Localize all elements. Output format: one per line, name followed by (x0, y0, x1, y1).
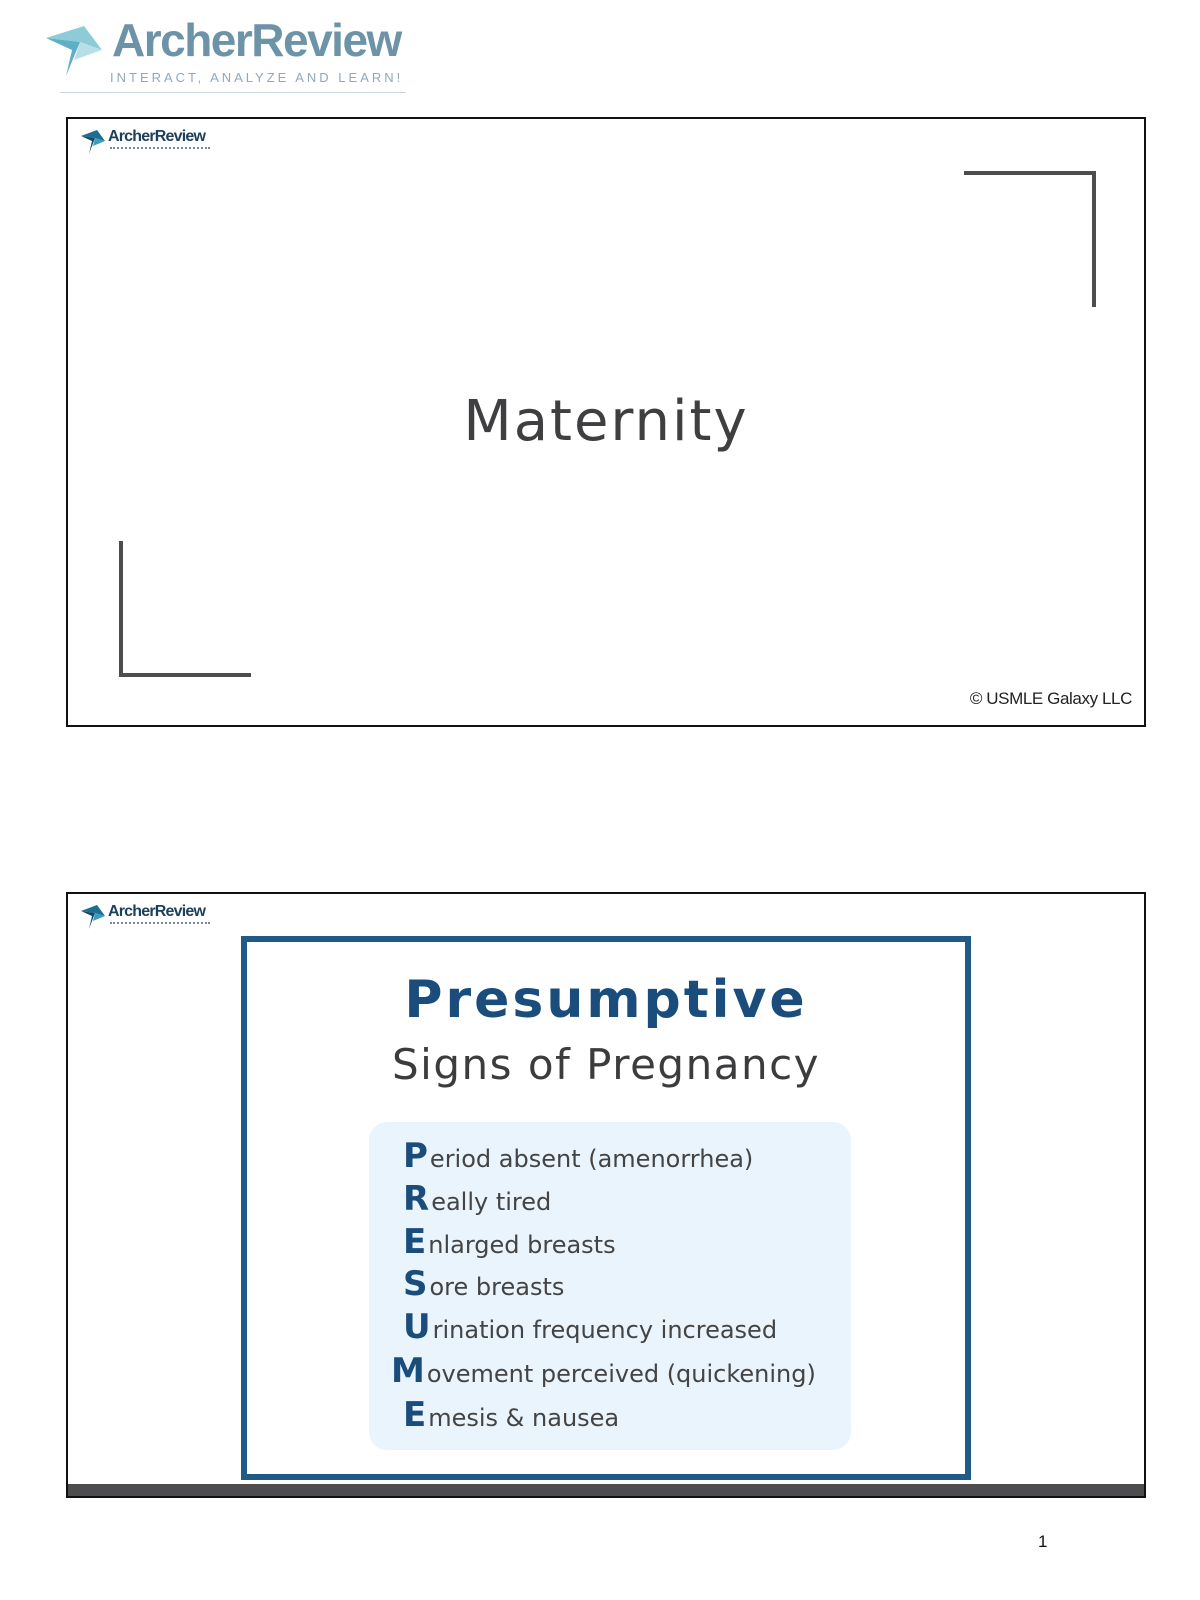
archer-bird-logo-icon (80, 902, 106, 930)
corner-bracket-top-right (964, 171, 1096, 307)
mnemonic-text: mesis & nausea (428, 1404, 620, 1432)
slide-maternity (66, 117, 1146, 727)
slide-bottom-bar (68, 1484, 1144, 1496)
mnemonic-text: eally tired (431, 1188, 552, 1216)
archer-bird-logo-icon (80, 127, 106, 155)
mnemonic-initial: U (403, 1307, 431, 1347)
slide-title: Maternity (463, 389, 749, 454)
mnemonic-text: nlarged breasts (428, 1231, 616, 1259)
slide-logo-text: ArcherReview (108, 903, 206, 920)
list-item (403, 1307, 777, 1347)
mnemonic-text: eriod absent (amenorrhea) (429, 1145, 754, 1173)
frame-title: Presumptive (404, 970, 808, 1030)
mnemonic-initial: E (403, 1222, 427, 1262)
mnemonic-initial: P (403, 1136, 428, 1176)
list-item (403, 1395, 619, 1435)
archer-bird-logo-icon (44, 20, 104, 78)
list-item (403, 1136, 753, 1176)
mnemonic-text: ovement perceived (quickening) (426, 1360, 816, 1388)
content-frame (241, 936, 971, 1480)
list-item (403, 1264, 564, 1304)
brand-name: ArcherReview (112, 14, 401, 66)
header-logo (44, 12, 424, 88)
slide-presumptive-signs (66, 892, 1146, 1498)
copyright-notice: © USMLE Galaxy LLC (969, 689, 1132, 708)
list-item (403, 1179, 551, 1219)
slide-logo-text: ArcherReview (108, 128, 206, 145)
slide-logo (80, 125, 220, 159)
corner-bracket-bottom-left (119, 541, 251, 677)
list-item (403, 1222, 616, 1262)
slide-logo-tagline (110, 922, 210, 925)
mnemonic-initial: M (391, 1351, 425, 1391)
mnemonic-initial: S (403, 1264, 428, 1304)
page-number: 1 (1038, 1532, 1048, 1551)
slide-logo-tagline (110, 147, 210, 150)
mnemonic-text: ore breasts (429, 1273, 565, 1301)
mnemonic-initial: R (403, 1179, 430, 1219)
header-divider (60, 92, 406, 93)
brand-tagline: INTERACT, ANALYZE AND LEARN! (110, 70, 404, 85)
slide-logo (80, 900, 220, 934)
mnemonic-list (369, 1122, 851, 1450)
mnemonic-initial: E (403, 1395, 427, 1435)
list-item (391, 1351, 816, 1391)
mnemonic-text: rination frequency increased (432, 1316, 778, 1344)
frame-subtitle: Signs of Pregnancy (391, 1040, 821, 1089)
